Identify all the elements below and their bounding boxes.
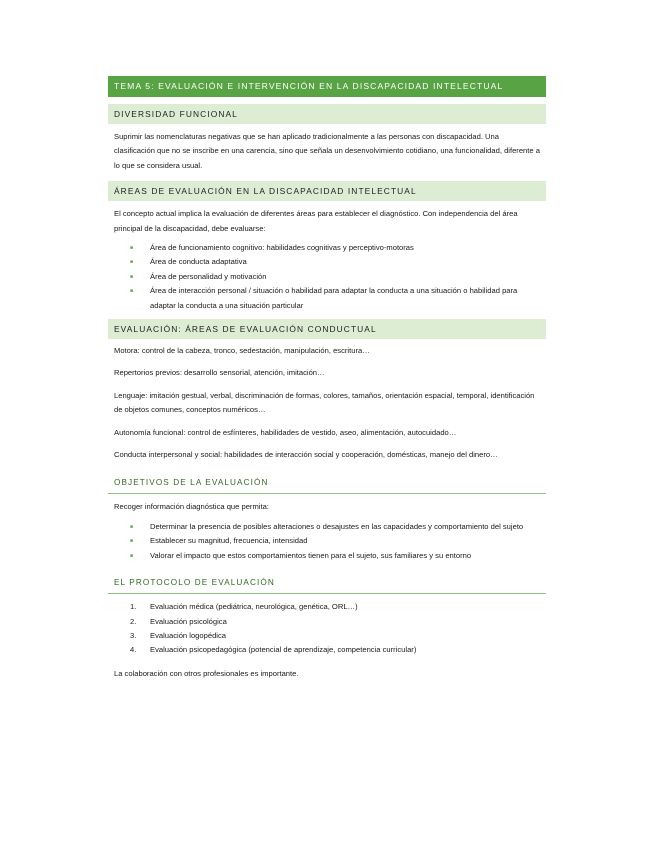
list-item: ■ Establecer su magnitud, frecuencia, intensidad	[108, 534, 546, 548]
list-item: ■ Valorar el impacto que estos comportamientos tienen para el sujeto, sus familiares y su entorno	[108, 549, 546, 563]
conductual-interpersonal: Conducta interpersonal y social: habilidades de interacción social y cooperación, domésticas, manejo del dinero…	[114, 450, 498, 460]
list-number: 3.	[130, 630, 137, 640]
conductual-repertorios: Repertorios previos: desarrollo sensorial, atención, imitación…	[114, 368, 325, 378]
protocolo-list	[108, 600, 546, 658]
list-item	[108, 629, 546, 643]
list-item-text: Evaluación psicopedagógica (potencial de aprendizaje, competencia curricular)	[150, 645, 417, 655]
areas-intro: El concepto actual implica la evaluación de diferentes áreas para establecer el diagnóstico. Con independencia del área principal de la discapacidad, debe evaluarse:	[114, 209, 518, 233]
list-number: 2.	[130, 616, 137, 626]
list-item: ■ Área de personalidad y motivación	[108, 270, 546, 284]
list-item-text: Evaluación médica (pediátrica, neurológica, genética, ORL…)	[150, 602, 358, 612]
list-item	[108, 600, 546, 614]
list-item-text: Evaluación psicológica	[150, 616, 227, 626]
list-item: ■ Determinar la presencia de posibles alteraciones o desajustes en las capacidades y comportamiento del sujeto	[108, 520, 546, 534]
subheading-objetivos: OBJETIVOS DE LA EVALUACIÓN	[108, 477, 546, 494]
protocolo-closing: La colaboración con otros profesionales es importante.	[114, 668, 299, 678]
document-title: TEMA 5: EVALUACIÓN E INTERVENCIÓN EN LA DISCAPACIDAD INTELECTUAL	[108, 76, 546, 97]
list-number: 4.	[130, 645, 137, 655]
diversidad-text: Suprimir las nomenclaturas negativas que se han aplicado tradicionalmente a las personas con discapacidad. Una clasificación que no se inscribe en una carencia, sino que señala un desenvolvimiento cotidiano, una funcionalidad, diferente a lo que se considera usual.	[114, 132, 540, 170]
list-item	[108, 615, 546, 629]
conductual-motora: Motora: control de la cabeza, tronco, sedestación, manipulación, escritura…	[114, 346, 370, 356]
subheading-protocolo: EL PROTOCOLO DE EVALUACIÓN	[108, 577, 546, 594]
section-heading-diversidad: DIVERSIDAD FUNCIONAL	[108, 104, 546, 124]
section-heading-conductual: EVALUACIÓN: ÁREAS DE EVALUACIÓN CONDUCTUAL	[108, 319, 546, 339]
list-number: 1.	[130, 602, 137, 612]
conductual-autonomia: Autonomía funcional: control de esfínteres, habilidades de vestido, aseo, alimentación, autocuidado…	[114, 427, 457, 437]
section-heading-areas: ÁREAS DE EVALUACIÓN EN LA DISCAPACIDAD INTELECTUAL	[108, 181, 546, 201]
list-item	[108, 643, 546, 657]
list-item: ■ Área de funcionamiento cognitivo: habilidades cognitivas y perceptivo-motoras	[108, 241, 546, 255]
list-item: ■ Área de interacción personal / situación o habilidad para adaptar la conducta a una situación o habilidad para adaptar la conducta a una situación particular	[108, 284, 546, 313]
conductual-lenguaje: Lenguaje: imitación gestual, verbal, discriminación de formas, colores, tamaños, orientación espacial, temporal, identificación de objetos comunes, conceptos numéricos…	[114, 390, 535, 415]
document-content	[108, 76, 546, 681]
objetivos-list	[108, 520, 546, 563]
areas-list	[108, 241, 546, 313]
list-item: ■ Área de conducta adaptativa	[108, 255, 546, 269]
list-item-text: Evaluación logopédica	[150, 630, 226, 640]
objetivos-intro: Recoger información diagnóstica que permita:	[114, 501, 269, 511]
